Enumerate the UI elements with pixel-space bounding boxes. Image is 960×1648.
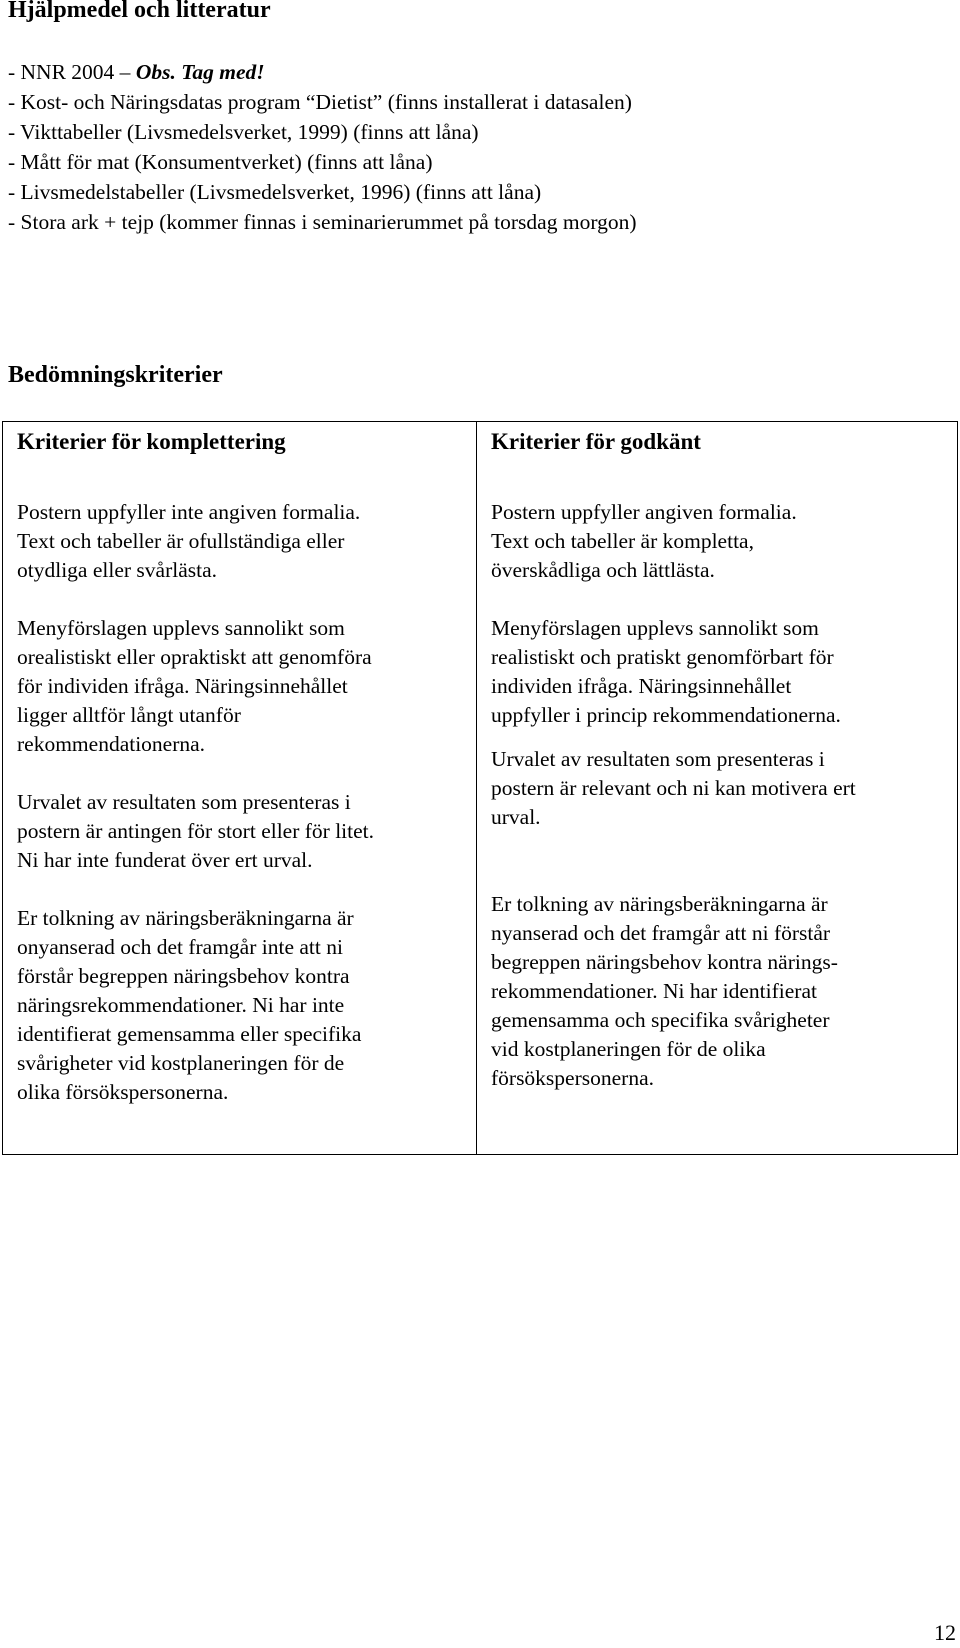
column-header: Kriterier för komplettering	[17, 429, 286, 454]
page-number: 12	[934, 1620, 956, 1645]
criteria-paragraph: Postern uppfyller inte angiven formalia. Text och tabeller är ofullständiga eller otydliga eller svårlästa.	[17, 500, 361, 582]
criteria-paragraph: Menyförslagen upplevs sannolikt som orealistiskt eller opraktiskt att genomföra för individen ifråga. Näringsinnehållet ligger alltför långt utanför rekommendationerna.	[17, 616, 372, 756]
criteria-table	[2, 421, 958, 1155]
criteria-paragraph: Er tolkning av näringsberäkningarna är nyanserad och det framgår att ni förstår begreppen näringsbehov kontra närings- rekommendationer. Ni har identifierat gemensamma och specifika svårigheter vid kostplaneringen för de olika försökspersonerna.	[491, 892, 838, 1090]
literature-item: - Mått för mat (Konsumentverket) (finns att låna)	[8, 150, 433, 174]
literature-item: - Kost- och Näringsdatas program “Dietist” (finns installerat i datasalen)	[8, 90, 632, 114]
criteria-paragraph: Urvalet av resultaten som presenteras i postern är relevant och ni kan motivera ert urval.	[491, 747, 856, 829]
criteria-paragraph: Menyförslagen upplevs sannolikt som realistiskt och pratiskt genomförbart för individen ifråga. Näringsinnehållet uppfyller i princip rekommendationerna.	[491, 616, 841, 727]
criteria-paragraph: Urvalet av resultaten som presenteras i postern är antingen för stort eller för litet. Ni har inte funderat över ert urval.	[17, 790, 375, 872]
literature-item: - Vikttabeller (Livsmedelsverket, 1999) (finns att låna)	[8, 120, 479, 144]
literature-item: - Livsmedelstabeller (Livsmedelsverket, 1996) (finns att låna)	[8, 180, 542, 204]
literature-list	[8, 57, 948, 237]
literature-heading: Hjälpmedel och litteratur	[8, 0, 271, 23]
criteria-paragraph: Er tolkning av näringsberäkningarna är onyanserad och det framgår inte att ni förstår begreppen näringsbehov kontra näringsrekommendationer. Ni har inte identifierat gemensamma eller specifika svårigheter vid kostplaneringen för de olika försökspersonerna.	[17, 906, 362, 1104]
literature-item: - Stora ark + tejp (kommer finnas i seminarierummet på torsdag morgon)	[8, 210, 637, 234]
criteria-paragraph: Postern uppfyller angiven formalia. Text och tabeller är kompletta, överskådliga och lättlästa.	[491, 500, 797, 582]
literature-item: - NNR 2004 – Obs. Tag med!	[8, 60, 265, 84]
criteria-column-approved	[477, 422, 957, 1154]
bring-note: Obs. Tag med!	[135, 60, 265, 84]
column-header: Kriterier för godkänt	[491, 429, 701, 454]
criteria-column-completion	[3, 422, 477, 1154]
assessment-heading: Bedömningskriterier	[8, 362, 223, 388]
